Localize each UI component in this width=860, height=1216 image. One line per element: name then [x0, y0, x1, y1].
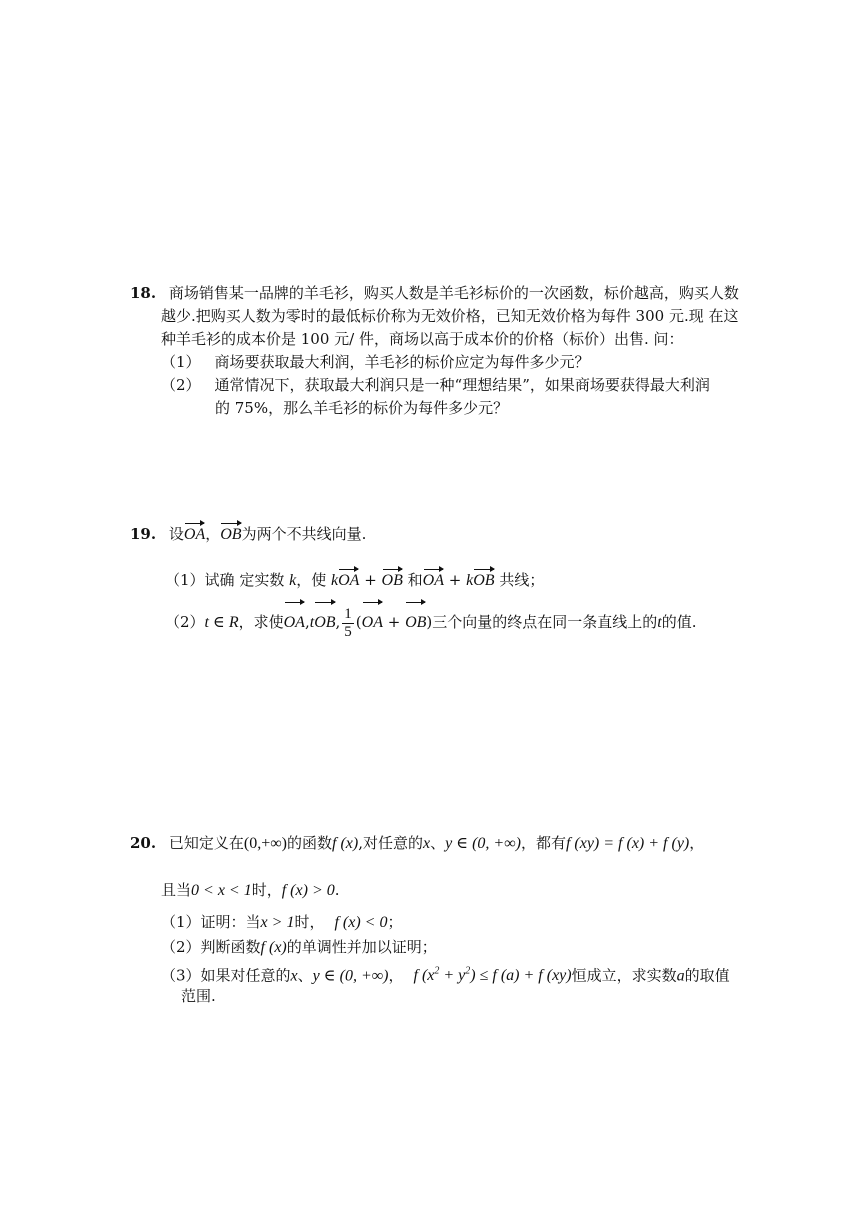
- q20-part-3: [161, 962, 730, 986]
- q20-part-3-a: （3）如果对任意的: [161, 966, 291, 985]
- q20-part-2-b: 的单调性并加以证明；: [286, 938, 437, 956]
- q20-text-1c: ,对任意的: [358, 834, 423, 852]
- q20-text-1e: ，都有: [520, 834, 566, 852]
- q19-he: 和: [407, 571, 423, 589]
- math-y-domain-3: y ∈ (0, +∞): [312, 967, 389, 985]
- q19-part-1-text-b: ，使: [296, 571, 327, 589]
- vector-ob: OB: [473, 567, 494, 591]
- vector-ob: OB: [405, 600, 426, 642]
- q20-text-2a: 且当: [161, 881, 192, 899]
- math-domain: (0,+∞): [243, 835, 287, 852]
- math-t-in-r: t ∈ R: [204, 614, 239, 631]
- q18-part-1: [161, 352, 590, 372]
- q20-number: 20.: [130, 834, 157, 852]
- vector-oa: OA: [423, 567, 444, 591]
- q18-part-2-text: 通常情况下，获取最大利润只是一种“理想结果”，如果商场要获得最大利润: [214, 376, 710, 394]
- q20-part-3-continued: 范围.: [181, 987, 216, 1005]
- vector-ob: OB: [314, 600, 335, 642]
- vector-ob: OB: [220, 521, 241, 545]
- fraction-denominator: 5: [344, 623, 352, 640]
- math-fx-positive: f (x) > 0: [281, 882, 335, 899]
- fraction-numerator: 1: [344, 605, 352, 622]
- q19-part-2-text-a: ，求使: [238, 613, 284, 631]
- math-fx-negative: f (x) < 0: [334, 914, 388, 931]
- q18-line-2: 越少.把购买人数为零时的最低标价称为无效价格，已知无效价格为每件 300 元.现 在这: [161, 307, 739, 325]
- q20-part-1-a: （1）证明：当: [161, 913, 261, 931]
- q20-part-3-e: 的取值: [684, 966, 730, 985]
- q20-text-1d: 、: [430, 834, 446, 852]
- vector-oa: OA: [338, 567, 359, 591]
- q18-line-1: [130, 283, 739, 303]
- q19-stem: [130, 521, 366, 545]
- q19-part-1-text-a: 试确 定实数: [204, 571, 290, 589]
- math-k-coef-1: k: [331, 572, 339, 589]
- q18-part-1-label: （1）: [161, 353, 201, 371]
- vector-ob: OB: [382, 567, 403, 591]
- q20-part-1-b: 时，: [294, 913, 325, 931]
- q18-number: 18.: [130, 284, 157, 302]
- q20-part-3-c: ，: [388, 966, 404, 985]
- q20-text-1b: 的函数: [287, 834, 333, 852]
- q18-part-2: [161, 375, 710, 395]
- math-t-2: t: [657, 614, 662, 631]
- q19-part-2-label: （2）: [165, 613, 205, 631]
- q18-text-1: 商场销售某一品牌的羊毛衫，购买人数是羊毛衫标价的一次函数，标价越高，购买人数: [168, 284, 739, 302]
- q20-text-2b: 时，: [251, 881, 282, 899]
- math-x: x: [423, 835, 431, 852]
- math-k-coef-2: k: [466, 572, 474, 589]
- q20-part-2: [161, 937, 437, 958]
- q18-part-1-text: 商场要获取最大利润，羊毛衫的标价应定为每件多少元？: [214, 353, 590, 371]
- math-t: t: [309, 614, 315, 631]
- q20-text-1f: ，: [689, 834, 705, 852]
- q20-part-1: （1）证明：当x > 1时， f (x) < 0；: [161, 913, 403, 931]
- q19-part-2-text-c: 的值.: [661, 613, 697, 631]
- vector-oa: OA: [184, 521, 205, 545]
- vector-oa: OA: [362, 600, 383, 642]
- math-inequality: f $(x^2 + y^2) \le f$ (a) + f (xy): [413, 966, 572, 985]
- q18-part-2-label: （2）: [161, 376, 201, 394]
- q20-part-3-b: 、: [297, 966, 313, 985]
- math-x-3: x: [290, 967, 298, 985]
- q20-line-2: 且当0 < x < 1时，f (x) > 0.: [161, 881, 340, 899]
- math-functional-equation: f (xy) = f (x) + f (y): [565, 835, 690, 852]
- q19-part-2-text-b: 三个向量的终点在同一条直线上的: [432, 613, 658, 631]
- q19-k: k: [289, 572, 297, 589]
- q20-line-1: [130, 833, 704, 854]
- q19-part-1-label: （1）: [165, 571, 205, 589]
- q19-she: 设: [168, 525, 184, 543]
- q19-part-1-text-c: 共线；: [499, 571, 545, 589]
- q20-part-3-d: 恒成立，求实数: [571, 966, 677, 985]
- q18-line-3: 种羊毛衫的成本价是 100 元/ 件，商场以高于成本价的价格（标价）出售. 问：: [161, 330, 684, 348]
- math-a: a: [676, 967, 685, 985]
- q19-part-2: （2）t ∈ R，求使OA,tOB, $\frac{1}{5}$ (OA + OB)三个向量的终点在同一条直线上的t的值.: [165, 600, 697, 642]
- q20-text-1a: 已知定义在: [168, 834, 244, 852]
- q18-part-2-continued: 的 75%，那么羊毛衫的标价为每件多少元？: [215, 399, 509, 417]
- math-x-range: 0 < x < 1: [191, 882, 252, 899]
- q20-part-2-a: （2）判断函数: [161, 938, 261, 956]
- q19-part-1: （1）试确 定实数 k，使 kOA + OB 和OA + kOB 共线；: [165, 567, 544, 591]
- vector-oa: OA: [284, 600, 305, 642]
- q19-stem-tail: 为两个不共线向量.: [241, 525, 367, 543]
- fraction-one-fifth: [342, 606, 354, 641]
- q19-comma: ，: [205, 525, 221, 543]
- math-y-in-domain: y ∈ (0, +∞): [445, 835, 521, 852]
- math-fx-2: f (x): [260, 939, 287, 956]
- math-fx: f (x): [332, 835, 359, 852]
- math-x-gt-1: x > 1: [260, 914, 295, 931]
- q19-number: 19.: [130, 525, 157, 543]
